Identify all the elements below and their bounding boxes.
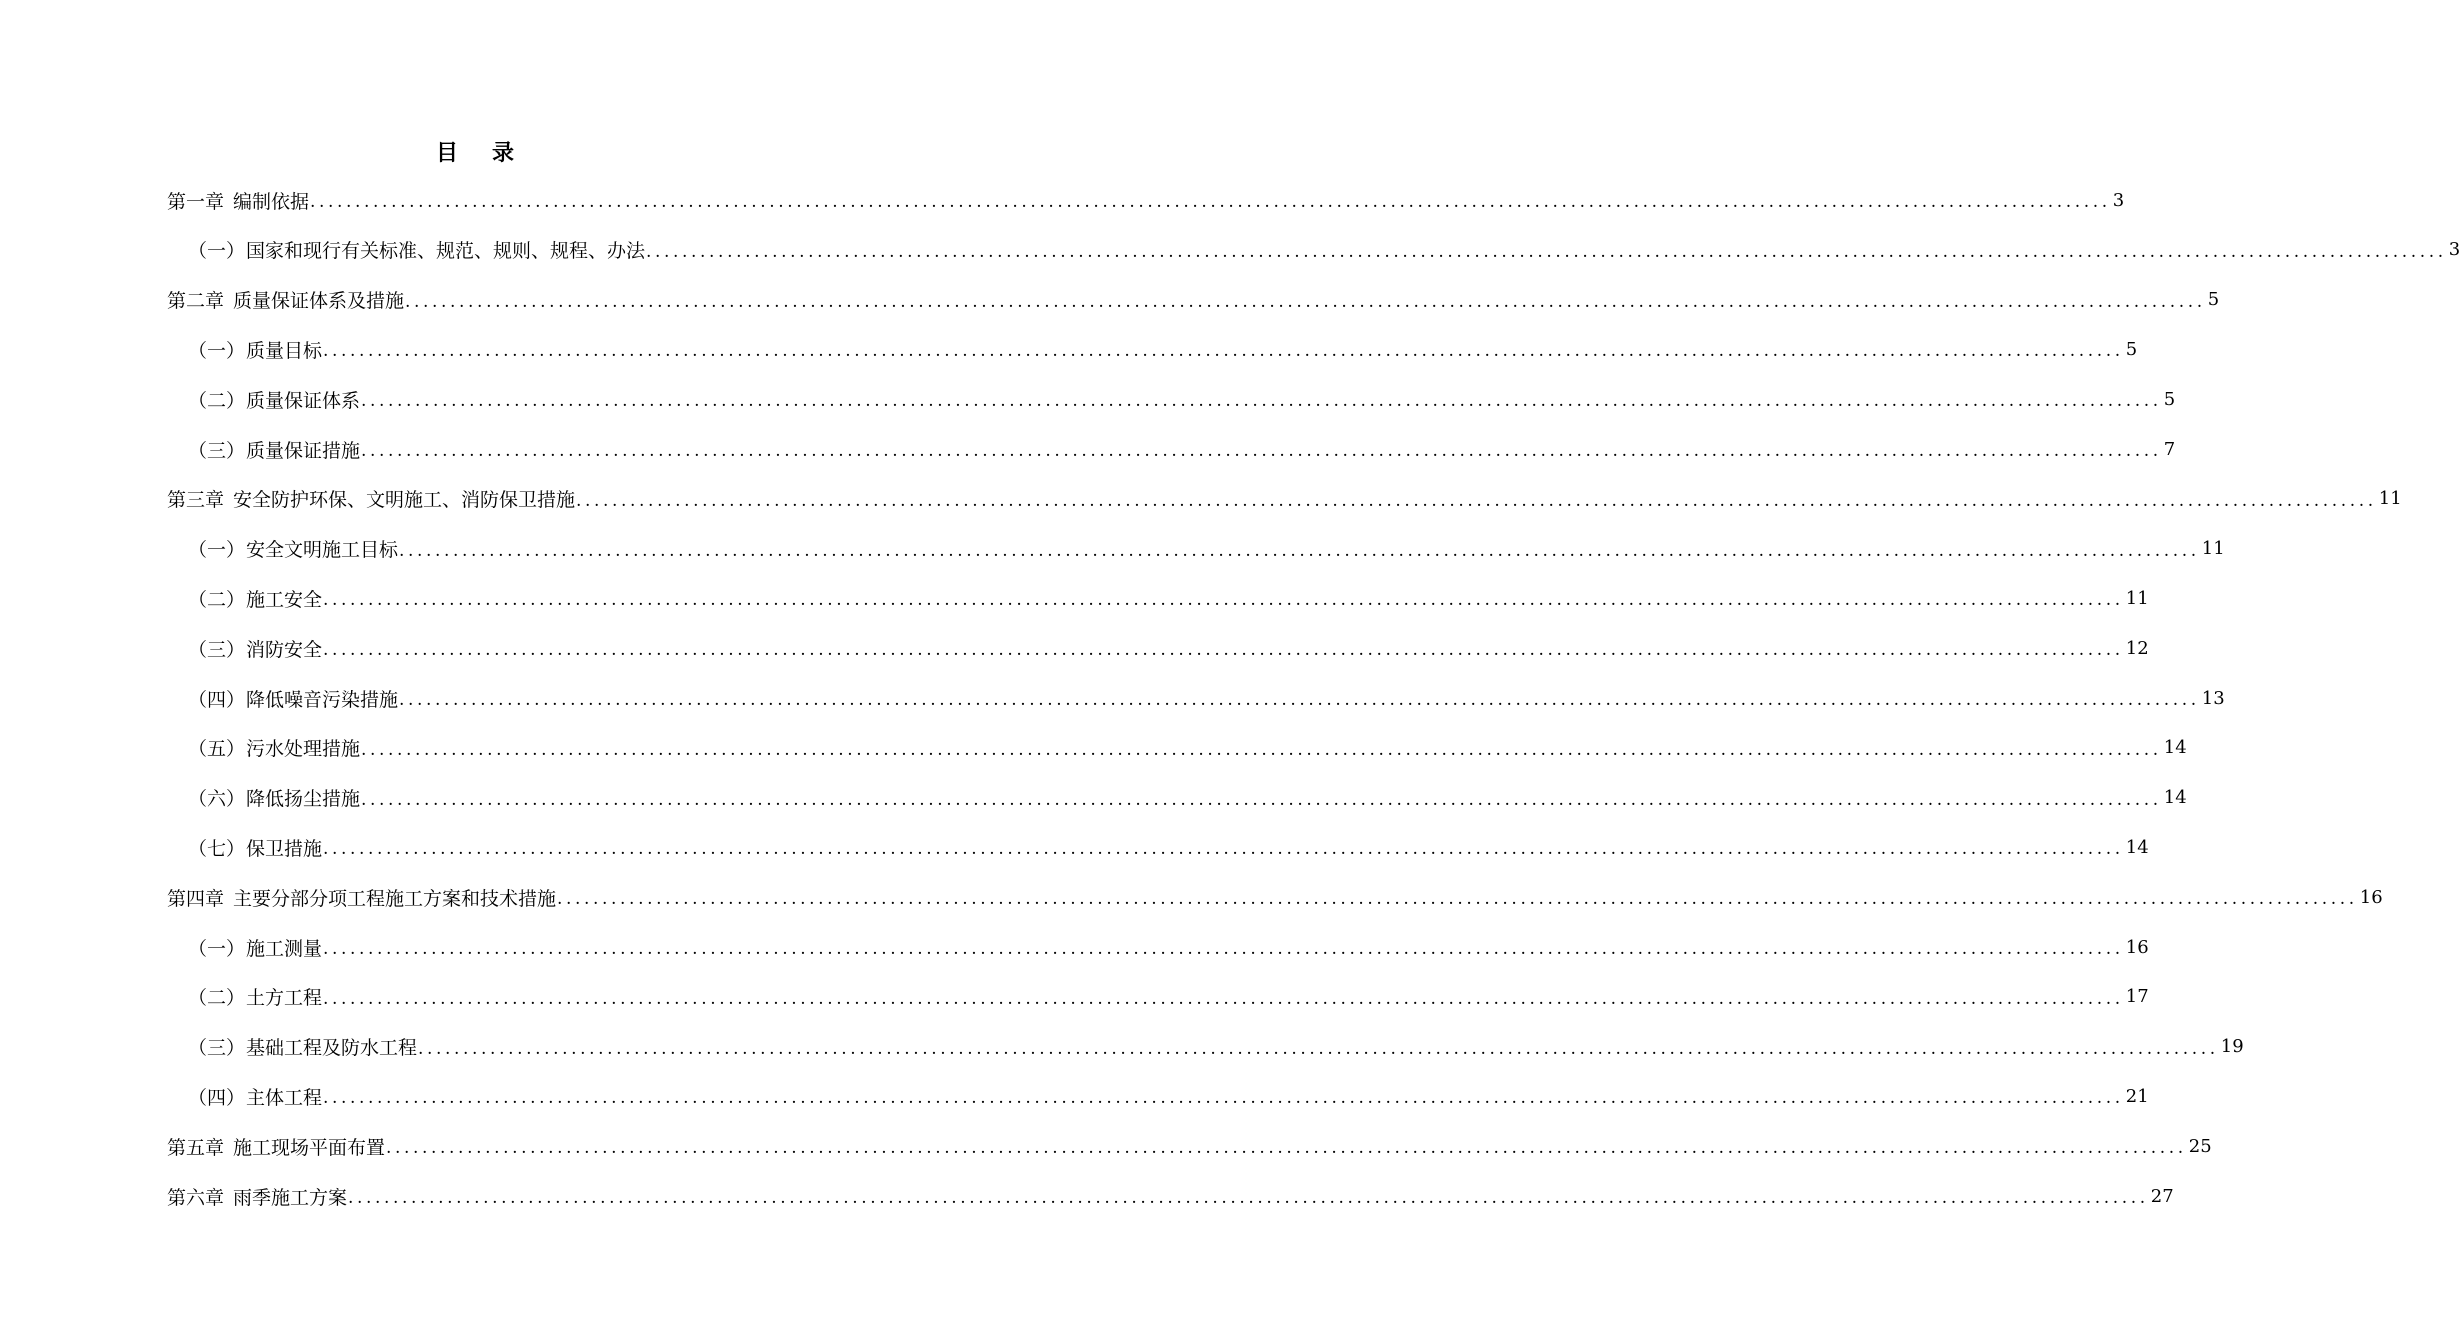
toc-entry-number: （二） xyxy=(188,389,246,412)
toc-dot-leader: ........................................................................................................................................................................................................ xyxy=(361,441,2162,461)
toc-entry-label xyxy=(188,585,322,612)
toc-entry-text: 质量保证体系 xyxy=(246,389,361,412)
toc-dot-leader: ........................................................................................................................................................................................................ xyxy=(418,1038,2219,1059)
toc-entry-number: 第六章 xyxy=(167,1186,225,1209)
toc-chapter-entry[interactable] xyxy=(167,1130,2212,1162)
toc-page-number: 19 xyxy=(2220,1036,2244,1058)
toc-dot-leader: ........................................................................................................................................................................................................ xyxy=(557,889,2358,910)
toc-dot-leader: ........................................................................................................................................................................................................ xyxy=(361,391,2162,412)
toc-section-entry[interactable] xyxy=(188,782,2187,814)
toc-entry-number: （三） xyxy=(188,439,246,462)
toc-page-number: 14 xyxy=(2163,787,2187,809)
toc-page-number: 14 xyxy=(2125,836,2149,858)
toc-section-entry[interactable] xyxy=(188,632,2149,664)
toc-entry-label xyxy=(188,236,645,263)
toc-page-number: 21 xyxy=(2125,1085,2149,1107)
toc-page-number: 17 xyxy=(2125,986,2149,1008)
toc-entry-label xyxy=(188,934,322,961)
toc-entry-label xyxy=(167,1183,347,1210)
toc-entry-label xyxy=(188,1083,322,1110)
toc-dot-leader: ........................................................................................................................................................................................................ xyxy=(361,739,2162,760)
toc-dot-leader: ........................................................................................................................................................................................................ xyxy=(310,192,2111,212)
toc-entry-number: 第三章 xyxy=(167,489,225,512)
toc-entry-label xyxy=(188,436,360,463)
toc-chapter-entry[interactable] xyxy=(167,184,2125,216)
toc-entry-label xyxy=(188,336,322,363)
toc-page-number: 11 xyxy=(2378,488,2402,510)
toc-dot-leader: ........................................................................................................................................................................................................ xyxy=(323,939,2124,959)
toc-section-entry[interactable] xyxy=(188,1031,2244,1063)
toc-entry-text: 主要分部分项工程施工方案和技术措施 xyxy=(233,887,557,910)
toc-title xyxy=(0,136,950,167)
toc-entry-text: 国家和现行有关标准、规范、规则、规程、办法 xyxy=(246,240,646,263)
toc-dot-leader: ........................................................................................................................................................................................................ xyxy=(646,241,2447,262)
toc-dot-leader: ........................................................................................................................................................................................................ xyxy=(399,690,2200,710)
toc-entry-label xyxy=(167,485,575,512)
toc-section-entry[interactable] xyxy=(188,1080,2149,1112)
toc-entry-text: 土方工程 xyxy=(246,987,323,1010)
toc-entry-number: （一） xyxy=(188,539,246,562)
toc-entry-label xyxy=(188,834,322,861)
toc-entry-number: （三） xyxy=(188,638,246,661)
toc-dot-leader: ........................................................................................................................................................................................................ xyxy=(576,490,2377,511)
toc-entry-number: （二） xyxy=(188,588,246,611)
toc-entry-number: （四） xyxy=(188,1086,246,1109)
toc-entry-text: 质量保证体系及措施 xyxy=(233,290,405,313)
toc-entry-number: （五） xyxy=(188,738,246,761)
toc-entry-number: （六） xyxy=(188,788,246,811)
toc-dot-leader: ........................................................................................................................................................................................................ xyxy=(348,1188,2149,1208)
toc-entry-text: 质量目标 xyxy=(246,339,323,362)
toc-entry-label xyxy=(188,535,398,562)
toc-entry-number: （一） xyxy=(188,240,246,263)
toc-entry-label xyxy=(167,1133,385,1160)
toc-page-number: 13 xyxy=(2201,687,2225,709)
toc-entry-text: 降低噪音污染措施 xyxy=(246,688,399,711)
toc-dot-leader: ........................................................................................................................................................................................................ xyxy=(405,291,2206,312)
toc-entry-number: 第二章 xyxy=(167,290,225,313)
toc-entry-label xyxy=(188,734,360,761)
toc-page-number: 16 xyxy=(2125,936,2149,958)
toc-chapter-entry[interactable] xyxy=(167,483,2402,515)
toc-page-number: 14 xyxy=(2163,737,2187,759)
toc-entry-text: 安全文明施工目标 xyxy=(246,539,399,562)
toc-entry-label xyxy=(188,685,398,712)
toc-entry-number: （四） xyxy=(188,688,246,711)
toc-dot-leader: ........................................................................................................................................................................................................ xyxy=(386,1138,2187,1159)
toc-dot-leader: ........................................................................................................................................................................................................ xyxy=(323,1088,2124,1109)
toc-dot-leader: ........................................................................................................................................................................................................ xyxy=(323,590,2124,611)
toc-page-number: 16 xyxy=(2359,886,2383,908)
toc-chapter-entry[interactable] xyxy=(167,284,2220,316)
toc-page-number: 27 xyxy=(2150,1185,2174,1207)
toc-chapter-entry[interactable] xyxy=(167,1180,2174,1212)
toc-page-number: 11 xyxy=(2125,587,2149,609)
toc-section-entry[interactable] xyxy=(188,682,2225,714)
toc-dot-leader: ........................................................................................................................................................................................................ xyxy=(323,839,2124,860)
toc-entry-text: 主体工程 xyxy=(246,1086,323,1109)
toc-dot-leader: ........................................................................................................................................................................................................ xyxy=(323,988,2124,1009)
toc-section-entry[interactable] xyxy=(188,533,2225,565)
toc-page-number: 12 xyxy=(2125,637,2149,659)
toc-chapter-entry[interactable] xyxy=(167,881,2383,913)
toc-entry-text: 施工现场平面布置 xyxy=(233,1136,386,1159)
toc-entry-number: （一） xyxy=(188,937,246,960)
toc-entry-number: （七） xyxy=(188,837,246,860)
toc-section-entry[interactable] xyxy=(188,433,2176,465)
toc-page-number: 25 xyxy=(2188,1135,2212,1157)
toc-section-entry[interactable] xyxy=(188,732,2187,764)
toc-entry-number: 第五章 xyxy=(167,1136,225,1159)
toc-section-entry[interactable] xyxy=(188,981,2149,1013)
toc-section-entry[interactable] xyxy=(188,234,2460,266)
toc-entry-number: （三） xyxy=(188,1037,246,1060)
toc-entry-text: 编制依据 xyxy=(233,190,310,213)
toc-entry-text: 污水处理措施 xyxy=(246,738,361,761)
toc-page-number: 5 xyxy=(2207,289,2220,311)
toc-entry-text: 消防安全 xyxy=(246,638,323,661)
toc-entry-number: 第四章 xyxy=(167,887,225,910)
toc-entry-text: 雨季施工方案 xyxy=(233,1186,348,1209)
toc-entry-text: 基础工程及防水工程 xyxy=(246,1037,418,1060)
toc-entry-label xyxy=(188,784,360,811)
toc-page-number: 7 xyxy=(2163,438,2176,460)
toc-dot-leader: ........................................................................................................................................................................................................ xyxy=(399,540,2200,561)
toc-entry-label xyxy=(188,983,322,1010)
toc-entry-text: 安全防护环保、文明施工、消防保卫措施 xyxy=(233,489,576,512)
toc-entry-text: 降低扬尘措施 xyxy=(246,788,361,811)
toc-entry-label xyxy=(167,286,404,313)
toc-entry-text: 质量保证措施 xyxy=(246,439,361,462)
toc-section-entry[interactable] xyxy=(188,582,2149,614)
toc-entry-number: （一） xyxy=(188,339,246,362)
toc-page-number: 3 xyxy=(2448,239,2460,261)
toc-entry-text: 保卫措施 xyxy=(246,837,323,860)
toc-page-number: 3 xyxy=(2112,189,2125,211)
toc-entry-label xyxy=(167,884,556,911)
toc-entry-number: 第一章 xyxy=(167,190,225,213)
toc-entry-label xyxy=(188,1033,417,1060)
toc-entry-text: 施工安全 xyxy=(246,588,323,611)
toc-entry-label xyxy=(188,635,322,662)
toc-page-number: 5 xyxy=(2125,338,2138,360)
toc-dot-leader: ........................................................................................................................................................................................................ xyxy=(323,341,2124,362)
toc-section-entry[interactable] xyxy=(188,931,2149,963)
toc-entry-text: 施工测量 xyxy=(246,937,323,960)
toc-entry-label xyxy=(188,386,360,413)
toc-page-number: 11 xyxy=(2201,538,2225,560)
toc-entry-number: （二） xyxy=(188,987,246,1010)
toc-dot-leader: ........................................................................................................................................................................................................ xyxy=(361,789,2162,810)
toc-dot-leader: ........................................................................................................................................................................................................ xyxy=(323,640,2124,661)
toc-title-char: 目 xyxy=(435,140,458,166)
toc-section-entry[interactable] xyxy=(188,333,2138,365)
toc-section-entry[interactable] xyxy=(188,383,2176,415)
toc-title-char: 录 xyxy=(492,140,515,166)
toc-entry-label xyxy=(167,187,309,214)
toc-section-entry[interactable] xyxy=(188,831,2149,863)
toc-page-number: 5 xyxy=(2163,388,2176,410)
